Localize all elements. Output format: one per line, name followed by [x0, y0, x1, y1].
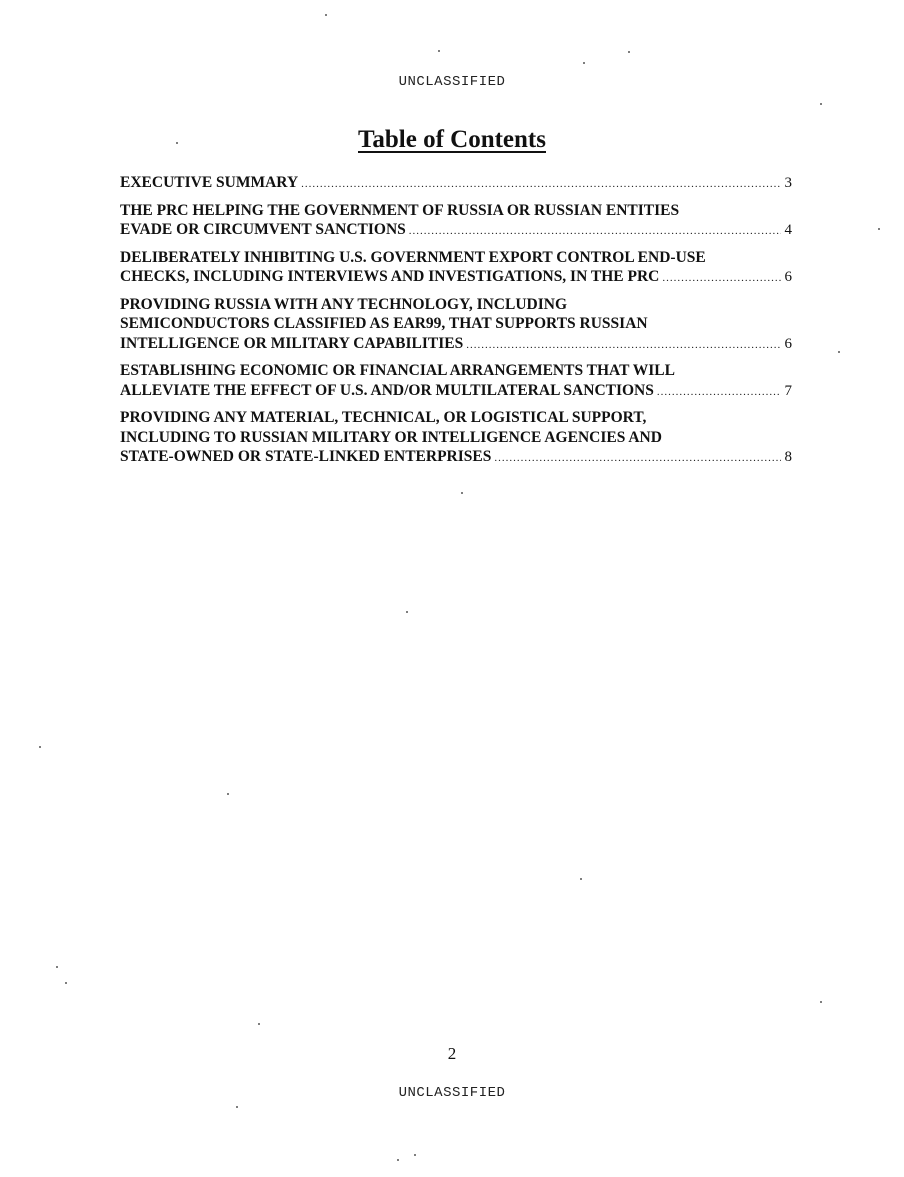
classification-marking-bottom: UNCLASSIFIED	[398, 1085, 506, 1101]
toc-entry-line	[120, 248, 792, 268]
toc-entry-line	[120, 428, 792, 448]
toc-page-number: 6	[784, 335, 792, 352]
scan-speck	[325, 14, 327, 16]
toc-entry-text: ESTABLISHING ECONOMIC OR FINANCIAL ARRANGEMENTS THAT WILL	[120, 362, 675, 379]
toc-entry-line	[120, 381, 792, 403]
scan-speck	[414, 1154, 416, 1156]
scan-speck	[820, 1001, 822, 1003]
toc-entry-line	[120, 408, 792, 428]
toc-page-number: 7	[784, 382, 792, 399]
toc-entry-text: PROVIDING ANY MATERIAL, TECHNICAL, OR LOGISTICAL SUPPORT,	[120, 409, 647, 426]
toc-dot-leader	[409, 222, 781, 242]
scan-speck	[39, 746, 41, 748]
toc-entry-technology-support[interactable]	[120, 295, 792, 356]
toc-entry-evading-sanctions[interactable]	[120, 201, 792, 242]
scan-speck	[397, 1159, 399, 1161]
toc-page-number: 4	[784, 222, 792, 238]
toc-title: Table of Contents	[358, 126, 546, 153]
scan-speck	[461, 492, 463, 494]
scan-speck	[878, 228, 880, 230]
toc-entry-text: EVADE OR CIRCUMVENT SANCTIONS	[120, 221, 406, 238]
toc-entry-line	[120, 201, 792, 221]
scan-speck	[580, 878, 582, 880]
toc-entry-line	[120, 220, 792, 242]
toc-entry-text: CHECKS, INCLUDING INTERVIEWS AND INVESTIGATIONS, IN THE PRC	[120, 268, 660, 285]
toc-entry-text: ALLEVIATE THE EFFECT OF U.S. AND/OR MULTILATERAL SANCTIONS	[120, 381, 654, 399]
scan-speck	[56, 966, 58, 968]
scan-speck	[258, 1023, 260, 1025]
toc-entry-text: SEMICONDUCTORS CLASSIFIED AS EAR99, THAT SUPPORTS RUSSIAN	[120, 315, 648, 332]
toc-entry-line	[120, 447, 792, 469]
toc-entry-line	[120, 314, 792, 334]
toc-entry-text: EXECUTIVE SUMMARY	[120, 174, 299, 191]
toc-entry-text: INTELLIGENCE OR MILITARY CAPABILITIES	[120, 334, 464, 352]
toc-page-number: 3	[784, 175, 792, 191]
toc-entry-line	[120, 173, 792, 195]
toc-entry-line	[120, 295, 792, 315]
toc-entry-text: THE PRC HELPING THE GOVERNMENT OF RUSSIA OR RUSSIAN ENTITIES	[120, 201, 680, 219]
scan-speck	[838, 351, 840, 353]
toc-entry-export-control-checks[interactable]	[120, 248, 792, 289]
toc-dot-leader	[301, 175, 780, 195]
toc-dot-leader	[494, 449, 780, 469]
scan-speck	[438, 50, 440, 52]
toc-entry-text: INCLUDING TO RUSSIAN MILITARY OR INTELLIGENCE AGENCIES AND	[120, 428, 662, 446]
scan-speck	[583, 62, 585, 64]
scan-speck	[176, 142, 178, 144]
scan-speck	[628, 51, 630, 53]
toc-entry-text: PROVIDING RUSSIA WITH ANY TECHNOLOGY, INCLUDING	[120, 295, 568, 313]
toc-list	[120, 173, 792, 475]
toc-page-number: 6	[784, 269, 792, 285]
toc-entry-executive-summary[interactable]	[120, 173, 792, 195]
toc-entry-material-support[interactable]	[120, 408, 792, 469]
toc-entry-text: DELIBERATELY INHIBITING U.S. GOVERNMENT EXPORT CONTROL END-USE	[120, 248, 706, 266]
toc-entry-text: STATE-OWNED OR STATE-LINKED ENTERPRISES	[120, 448, 492, 465]
toc-page-number: 8	[784, 449, 792, 465]
toc-dot-leader	[466, 336, 780, 356]
page-number: 2	[447, 1044, 457, 1063]
scan-speck	[236, 1106, 238, 1108]
toc-entry-line	[120, 361, 792, 381]
scan-speck	[227, 793, 229, 795]
toc-dot-leader	[657, 383, 781, 403]
toc-entry-line	[120, 267, 792, 289]
toc-dot-leader	[662, 269, 780, 289]
scan-speck	[820, 103, 822, 105]
scan-speck	[65, 982, 67, 984]
scan-speck	[406, 611, 408, 613]
toc-entry-financial-arrangements[interactable]	[120, 361, 792, 402]
classification-marking-top: UNCLASSIFIED	[398, 74, 506, 90]
toc-entry-line	[120, 334, 792, 356]
